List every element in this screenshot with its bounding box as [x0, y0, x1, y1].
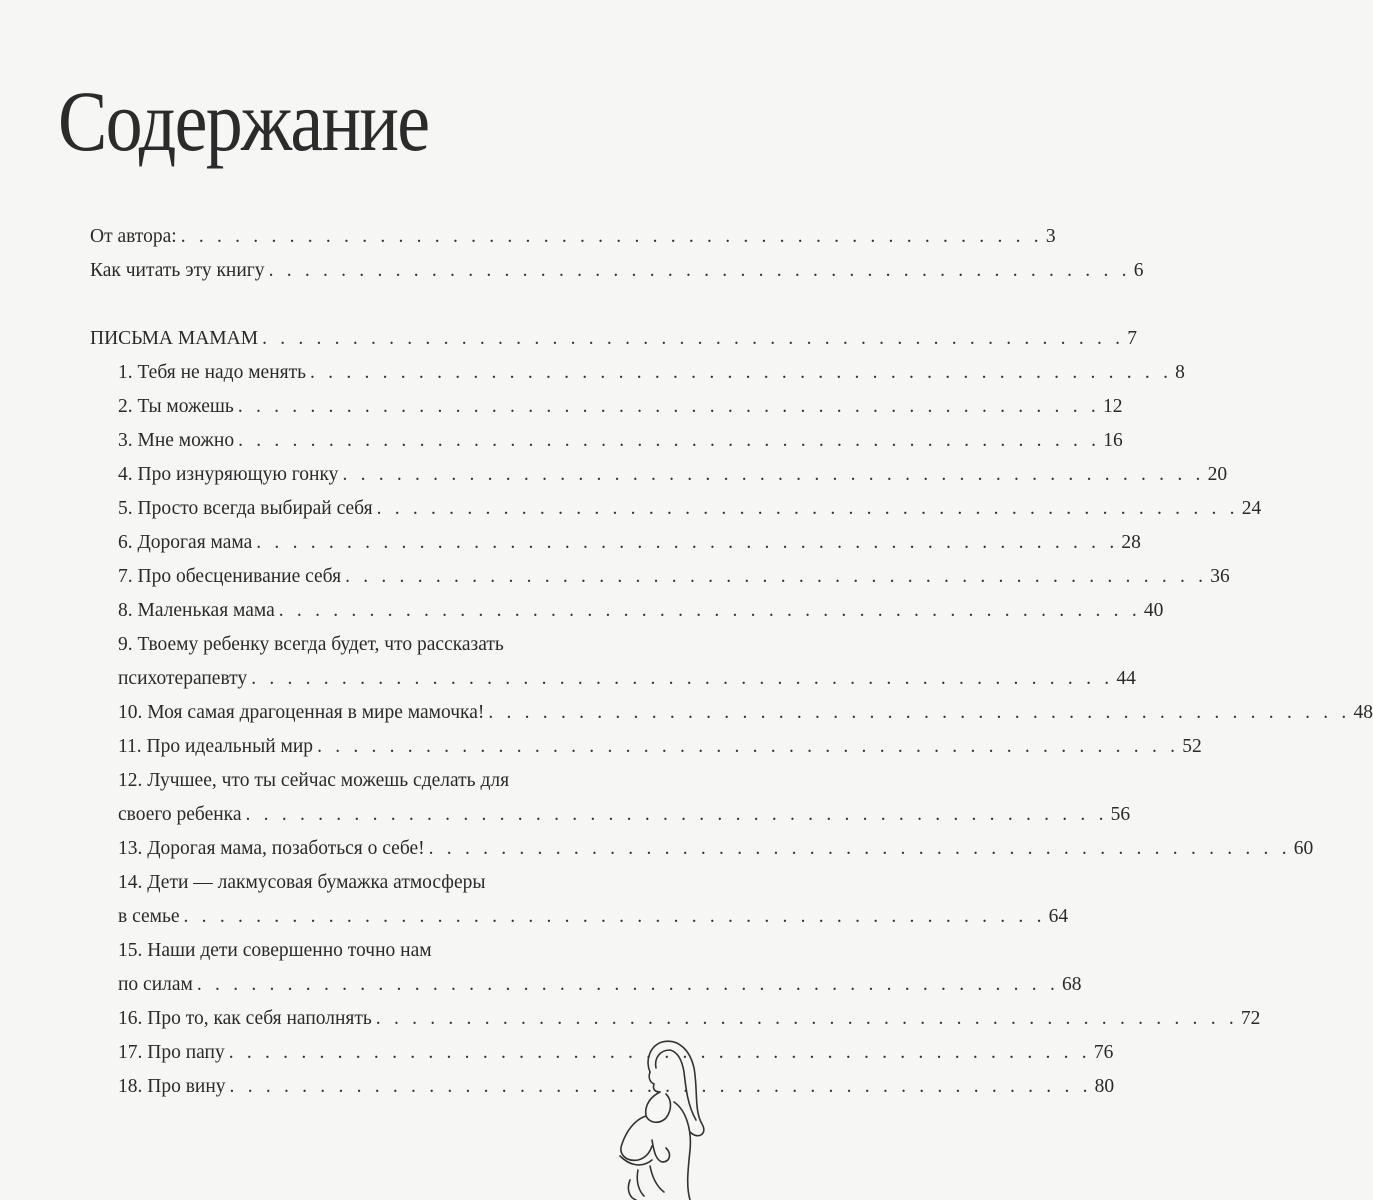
dot-leader: . . . . . . . . . . . . . . . . . . . . . . . . . . . . . . . . . . . . . . . . . . . . . . . .	[251, 668, 1114, 689]
dot-leader: . . . . . . . . . . . . . . . . . . . . . . . . . . . . . . . . . . . . . . . . . . . . . . . .	[317, 736, 1180, 757]
toc-entry[interactable]	[118, 356, 1185, 390]
toc-page-number: 68	[1062, 974, 1082, 995]
toc-entry[interactable]	[118, 832, 1314, 866]
dot-leader: . . . . . . . . . . . . . . . . . . . . . . . . . . . . . . . . . . . . . . . . . . . . . . . .	[196, 974, 1060, 995]
dot-leader: . . . . . . . . . . . . . . . . . . . . . . . . . . . . . . . . . . . . . . . . . . . . . . . .	[245, 804, 1108, 825]
toc-entry-continuation[interactable]	[118, 798, 1131, 832]
toc-entry[interactable]	[118, 1036, 1114, 1070]
dot-leader: . . . . . . . . . . . . . . . . . . . . . . . . . . . . . . . . . . . . . . . . . . . . . . . .	[238, 430, 1101, 451]
dot-leader: . . . . . . . . . . . . . . . . . . . . . . . . . . . . . . . . . . . . . . . . . . . . . . . .	[262, 328, 1125, 349]
toc-entry[interactable]	[118, 594, 1164, 628]
toc-entry-label: 2. Ты можешь	[118, 396, 234, 417]
dot-leader: . . . . . . . . . . . . . . . . . . . . . . . . . . . . . . . . . . . . . . . . . . . . . . . .	[310, 362, 1173, 383]
toc-entry[interactable]	[118, 628, 595, 662]
toc-entry-label: 12. Лучшее, что ты сейчас можешь сделать для	[118, 770, 510, 791]
toc-entry-label: психотерапевту	[118, 668, 248, 689]
toc-entry-label: 4. Про изнуряющую гонку	[118, 464, 339, 485]
dot-leader: . . . . . . . . . . . . . . . . . . . . . . . . . . . . . . . . . . . . . . . . . . . . . . . .	[229, 1076, 1092, 1097]
toc-entry-label: 13. Дорогая мама, позаботься о себе!	[118, 838, 425, 859]
toc-entry[interactable]	[118, 696, 1373, 730]
toc-entry-label: От автора:	[90, 226, 177, 247]
toc-entry-label: 11. Про идеальный мир	[118, 736, 314, 757]
toc-entry-label: ПИСЬМА МАМАМ	[90, 328, 259, 349]
toc-entry[interactable]	[118, 934, 595, 968]
dot-leader: . . . . . . . . . . . . . . . . . . . . . . . . . . . . . . . . . . . . . . . . . . . . . . . .	[278, 600, 1141, 621]
toc-section[interactable]	[90, 322, 1137, 356]
toc-entry-label: 16. Про то, как себя наполнять	[118, 1008, 372, 1029]
table-of-contents	[0, 220, 1373, 1104]
toc-page-number: 40	[1143, 600, 1164, 621]
toc-entry[interactable]	[118, 390, 1123, 424]
toc-page-number: 20	[1207, 464, 1228, 485]
toc-page-number: 80	[1094, 1076, 1115, 1097]
toc-page-number: 28	[1121, 532, 1141, 553]
toc-entry[interactable]	[118, 866, 595, 900]
toc-entry-label: 14. Дети — лакмусовая бумажка атмосферы	[118, 872, 486, 893]
toc-entry-label: 15. Наши дети совершенно точно нам	[118, 940, 432, 961]
dot-leader: . . . . . . . . . . . . . . . . . . . . . . . . . . . . . . . . . . . . . . . . . . . . . . . .	[180, 226, 1043, 247]
toc-entry-continuation[interactable]	[118, 900, 1069, 934]
toc-entry-label: 9. Твоему ребенку всегда будет, что рассказать	[118, 634, 504, 655]
toc-page-number: 3	[1045, 226, 1056, 247]
toc-entry-label: 10. Моя самая драгоценная в мире мамочка!	[118, 702, 485, 723]
mother-and-baby-illustration	[590, 1020, 736, 1200]
dot-leader: . . . . . . . . . . . . . . . . . . . . . . . . . . . . . . . . . . . . . . . . . . . . . . . .	[256, 532, 1119, 553]
toc-page-number: 16	[1103, 430, 1123, 451]
toc-entry-label: 17. Про папу	[118, 1042, 225, 1063]
toc-entry[interactable]	[118, 764, 595, 798]
toc-entry[interactable]	[90, 254, 1144, 288]
dot-leader: . . . . . . . . . . . . . . . . . . . . . . . . . . . . . . . . . . . . . . . . . . . . . . . .	[428, 838, 1291, 859]
toc-entry[interactable]	[118, 424, 1123, 458]
toc-entry-label: 18. Про вину	[118, 1076, 226, 1097]
toc-entry-label: своего ребенка	[118, 804, 242, 825]
toc-entry[interactable]	[90, 220, 1056, 254]
toc-entry[interactable]	[118, 458, 1228, 492]
dot-leader: . . . . . . . . . . . . . . . . . . . . . . . . . . . . . . . . . . . . . . . . . . . . . . . .	[237, 396, 1100, 417]
toc-page-number: 7	[1127, 328, 1137, 349]
toc-page-number: 52	[1182, 736, 1202, 757]
toc-entry[interactable]	[118, 526, 1141, 560]
dot-leader: . . . . . . . . . . . . . . . . . . . . . . . . . . . . . . . . . . . . . . . . . . . . . . . .	[183, 906, 1046, 927]
toc-entry[interactable]	[118, 492, 1262, 526]
toc-entry-label: 7. Про обесценивание себя	[118, 566, 342, 587]
toc-entry-label: в семье	[118, 906, 180, 927]
page-title: Содержание	[58, 73, 429, 169]
toc-entry-label: 8. Маленькая мама	[118, 600, 275, 621]
toc-page-number: 48	[1353, 702, 1373, 723]
dot-leader: . . . . . . . . . . . . . . . . . . . . . . . . . . . . . . . . . . . . . . . . . . . . . . . .	[342, 464, 1205, 485]
toc-page-number: 44	[1116, 668, 1136, 689]
dot-leader: . . . . . . . . . . . . . . . . . . . . . . . . . . . . . . . . . . . . . . . . . . . . . . . .	[268, 260, 1131, 281]
toc-entry[interactable]	[118, 560, 1230, 594]
toc-page-number: 60	[1293, 838, 1314, 859]
dot-leader: . . . . . . . . . . . . . . . . . . . . . . . . . . . . . . . . . . . . . . . . . . . . . . . .	[488, 702, 1351, 723]
toc-page-number: 64	[1048, 906, 1069, 927]
dot-leader: . . . . . . . . . . . . . . . . . . . . . . . . . . . . . . . . . . . . . . . . . . . . . . . .	[345, 566, 1208, 587]
dot-leader: . . . . . . . . . . . . . . . . . . . . . . . . . . . . . . . . . . . . . . . . . . . . . . . .	[375, 1008, 1238, 1029]
toc-entry-continuation[interactable]	[118, 662, 1136, 696]
toc-entry-label: по силам	[118, 974, 193, 995]
toc-page-number: 76	[1093, 1042, 1114, 1063]
dot-leader: . . . . . . . . . . . . . . . . . . . . . . . . . . . . . . . . . . . . . . . . . . . . . . . .	[376, 498, 1239, 519]
toc-page-number: 6	[1133, 260, 1144, 281]
toc-entry-label: 1. Тебя не надо менять	[118, 362, 307, 383]
toc-page-number: 12	[1102, 396, 1123, 417]
toc-page-number: 36	[1210, 566, 1230, 587]
toc-page-number: 24	[1241, 498, 1262, 519]
toc-page-number: 72	[1240, 1008, 1261, 1029]
toc-entry-label: 5. Просто всегда выбирай себя	[118, 498, 373, 519]
dot-leader: . . . . . . . . . . . . . . . . . . . . . . . . . . . . . . . . . . . . . . . . . . . . . . . .	[228, 1042, 1091, 1063]
toc-entry[interactable]	[118, 730, 1202, 764]
toc-page-number: 8	[1175, 362, 1185, 383]
toc-entry-label: Как читать эту книгу	[90, 260, 265, 281]
spacer	[0, 288, 505, 322]
toc-entry-label: 3. Мне можно	[118, 430, 235, 451]
toc-page-number: 56	[1110, 804, 1131, 825]
toc-entry-continuation[interactable]	[118, 968, 1082, 1002]
toc-entry[interactable]	[118, 1002, 1261, 1036]
toc-entry-label: 6. Дорогая мама	[118, 532, 253, 553]
toc-entry[interactable]	[118, 1070, 1115, 1104]
